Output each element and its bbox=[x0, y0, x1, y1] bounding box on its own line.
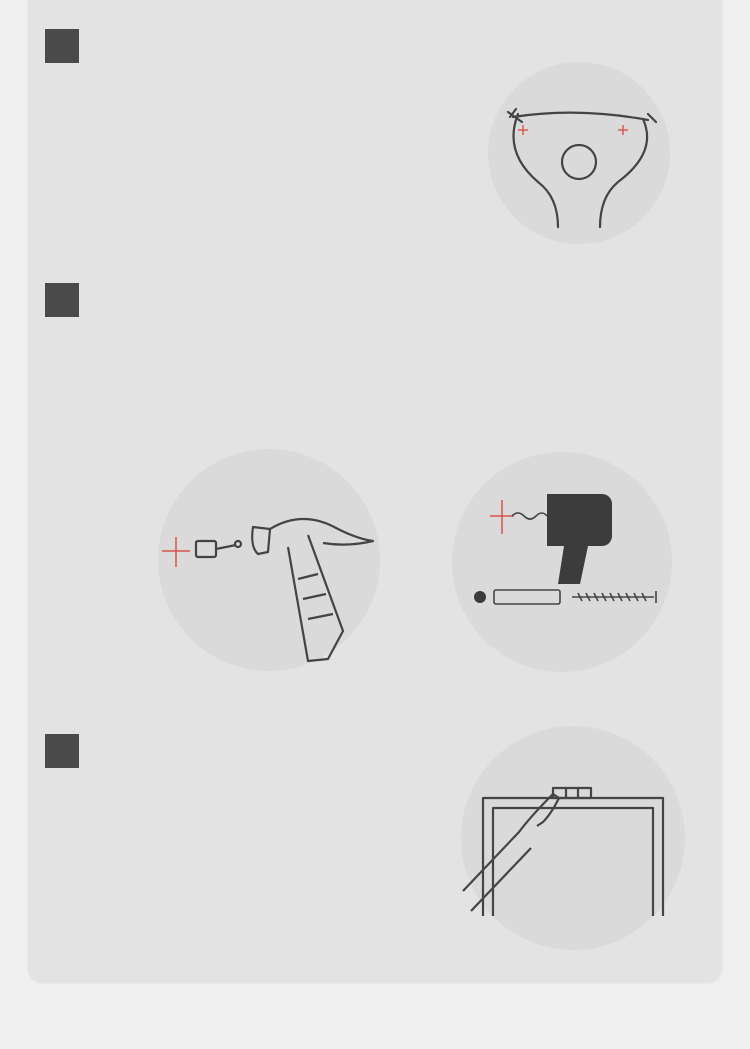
step-3-badge bbox=[45, 283, 79, 317]
step-4-badge bbox=[45, 734, 79, 768]
hand-level-frame-icon bbox=[461, 726, 685, 950]
person-measuring-icon bbox=[488, 62, 670, 244]
step-2-badge bbox=[45, 29, 79, 63]
hammer-nail-icon bbox=[158, 449, 380, 671]
drill-anchor-screw-icon bbox=[452, 452, 672, 672]
